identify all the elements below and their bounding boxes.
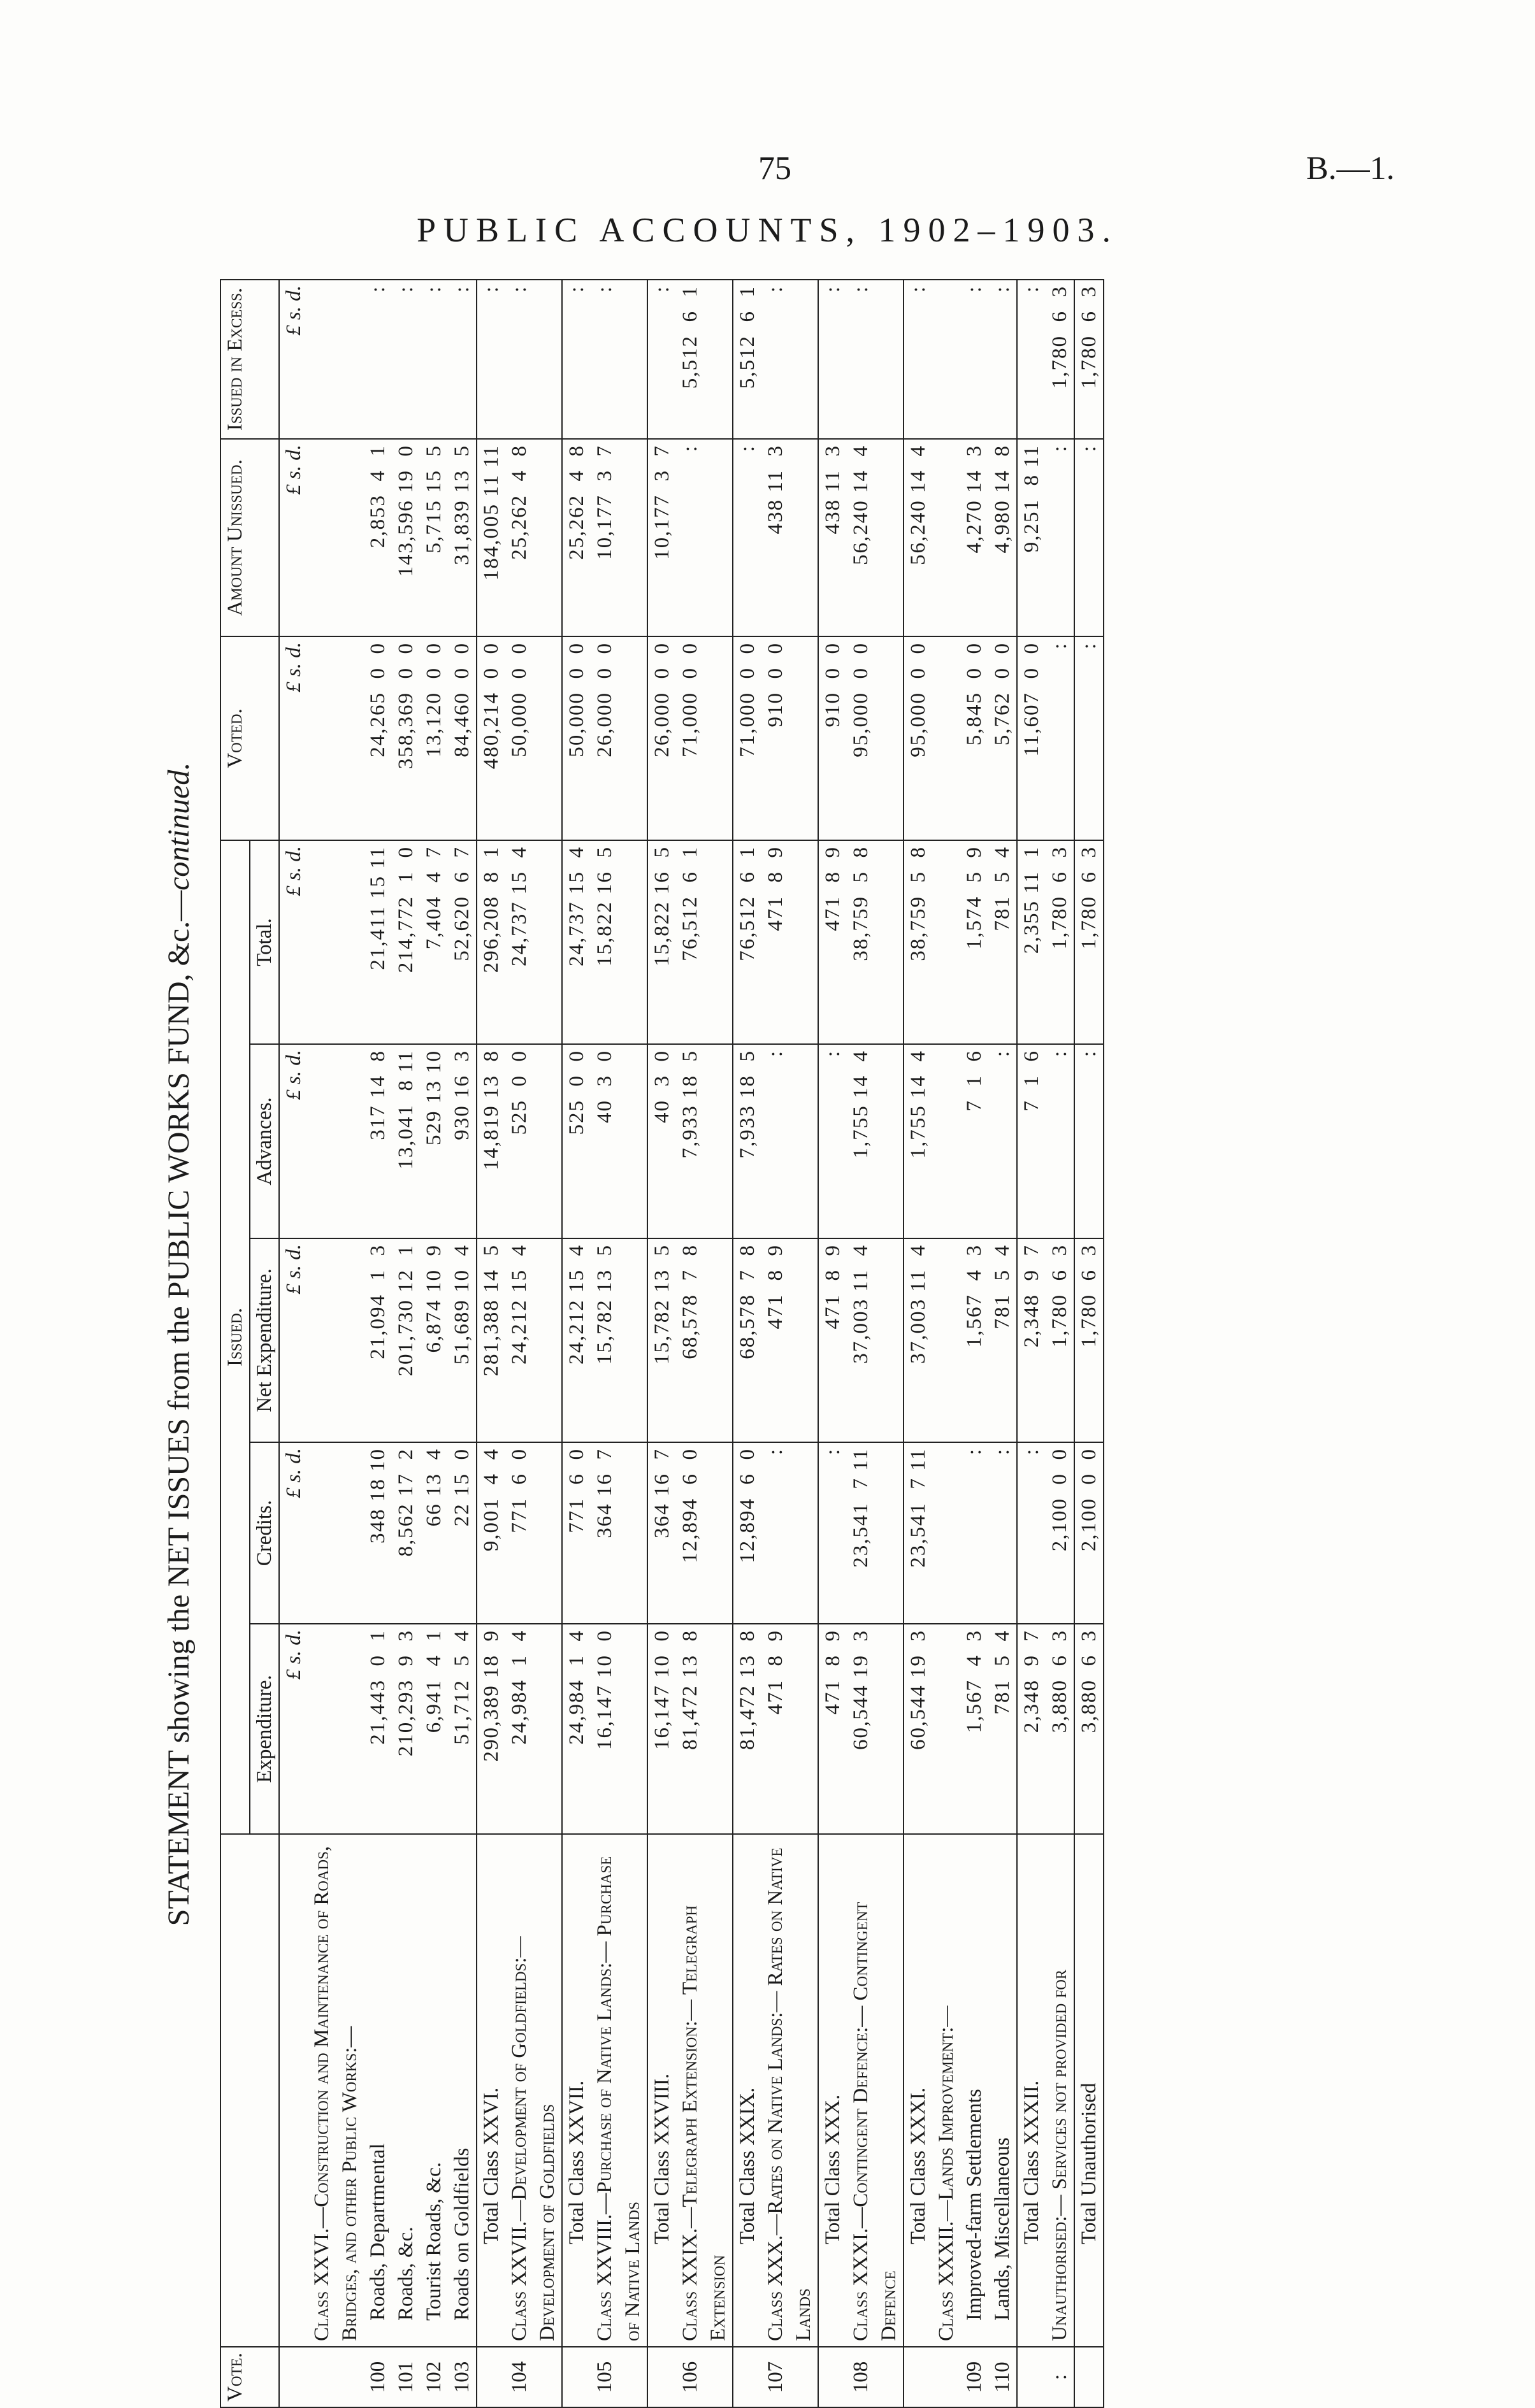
units-cell: £ s. d.	[279, 1238, 308, 1442]
amount-cell: 471 8 9	[818, 1238, 847, 1442]
total-row	[647, 280, 676, 2407]
amount-cell: :	[761, 1044, 818, 1238]
amount-cell: 1,780 6 3	[1074, 840, 1104, 1044]
amount-cell: 1,567 4 3	[960, 1238, 988, 1442]
amount-cell: 9,251 8 11	[1017, 439, 1046, 636]
amount-cell: 471 8 9	[761, 1238, 818, 1442]
page-number: 75	[758, 150, 791, 187]
amount-cell: 525 0 0	[505, 1044, 562, 1238]
class-row	[591, 280, 647, 2407]
amount-cell: :	[1074, 439, 1104, 636]
amount-cell: 37,003 11 4	[847, 1238, 904, 1442]
vote-number	[1017, 2347, 1046, 2407]
amount-cell: 21,443 0 1	[364, 1624, 392, 1834]
amount-cell: :	[448, 280, 477, 439]
amount-cell: 37,003 11 4	[904, 1238, 932, 1442]
amount-cell: 81,472 13 8	[676, 1624, 733, 1834]
amount-cell: :	[647, 280, 676, 439]
row-label: Roads, &c.	[392, 1834, 420, 2347]
amount-cell: 214,772 1 0	[392, 840, 420, 1044]
row-label: Total Class XXXI.	[904, 1834, 932, 2347]
amount-cell: 1,780 6 3	[1074, 280, 1104, 439]
amount-cell: 21,411 15 11	[364, 840, 392, 1044]
voted-header: Voted.	[220, 636, 279, 840]
amount-cell: 2,100 0 0	[1074, 1442, 1104, 1624]
total-row	[818, 280, 847, 2407]
amount-cell: 7,933 18 5	[733, 1044, 761, 1238]
amount-cell: 7 1 6	[960, 1044, 988, 1238]
vote-number: 102	[420, 2347, 448, 2407]
issued-header: Issued.	[220, 840, 250, 1834]
amount-cell: :	[676, 439, 733, 636]
units-cell: £ s. d.	[279, 1044, 308, 1238]
amount-cell: 1,780 6 3	[1046, 1238, 1074, 1442]
vote-number	[477, 2347, 505, 2407]
total-header: Total.	[250, 840, 279, 1044]
amount-cell	[308, 840, 364, 1044]
amount-cell: 95,000 0 0	[904, 636, 932, 840]
amount-cell: :	[1017, 1442, 1046, 1624]
amount-cell: 1,755 14 4	[904, 1044, 932, 1238]
amount-cell	[308, 636, 364, 840]
class-row	[1046, 280, 1074, 2407]
amount-cell: 12,894 6 0	[676, 1442, 733, 1624]
row-label: Total Class XXX.	[818, 1834, 847, 2347]
amount-cell: 51,689 10 4	[448, 1238, 477, 1442]
vote-number: 100	[364, 2347, 392, 2407]
row-label: Roads, Departmental	[364, 1834, 392, 2347]
amount-unissued-header: Amount Unissued.	[220, 439, 279, 636]
amount-cell	[308, 1238, 364, 1442]
amount-cell: 910 0 0	[818, 636, 847, 840]
amount-cell: 12,894 6 0	[733, 1442, 761, 1624]
vote-number: 104	[505, 2347, 562, 2407]
units-cell: £ s. d.	[279, 280, 308, 439]
amount-cell: 24,212 15 4	[505, 1238, 562, 1442]
amount-cell: 317 14 8	[364, 1044, 392, 1238]
amount-cell: 16,147 10 0	[591, 1624, 647, 1834]
row-label: Class XXXII.—Lands Improvement:—	[932, 1834, 960, 2347]
amount-cell: 40 3 0	[591, 1044, 647, 1238]
amount-cell: :	[1074, 1044, 1104, 1238]
amount-cell: 24,984 1 4	[505, 1624, 562, 1834]
amount-cell: 84,460 0 0	[448, 636, 477, 840]
amount-cell: 95,000 0 0	[847, 636, 904, 840]
units-cell: £ s. d.	[279, 840, 308, 1044]
amount-cell: 15,822 16 5	[591, 840, 647, 1044]
amount-cell: 24,265 0 0	[364, 636, 392, 840]
amount-cell: 16,147 10 0	[647, 1624, 676, 1834]
vote-number	[647, 2347, 676, 2407]
expenditure-header: Expenditure.	[250, 1624, 279, 1834]
row-label: Class XXX.—Rates on Native Lands:— Rates on Native Lands	[761, 1834, 818, 2347]
amount-cell: 364 16 7	[647, 1442, 676, 1624]
row-label: Class XXIX.—Telegraph Extension:— Telegraph Extension	[676, 1834, 733, 2347]
rotated-statement	[162, 280, 1354, 2408]
amount-cell	[308, 1442, 364, 1624]
vote-number: 110	[988, 2347, 1017, 2407]
amount-cell: 76,512 6 1	[733, 840, 761, 1044]
amount-cell: 143,596 19 0	[392, 439, 420, 636]
amount-cell: 3,880 6 3	[1046, 1624, 1074, 1834]
row-label: Improved-farm Settlements	[960, 1834, 988, 2347]
amount-cell: :	[761, 280, 818, 439]
amount-cell: 56,240 14 4	[847, 439, 904, 636]
row-label: Class XXXI.—Contingent Defence:— Contingent Defence	[847, 1834, 904, 2347]
document-code: B.—1.	[1306, 150, 1395, 187]
total-row	[1017, 280, 1046, 2407]
amount-cell: 2,355 11 1	[1017, 840, 1046, 1044]
amount-cell: 5,512 6 1	[733, 280, 761, 439]
amount-cell: 24,212 15 4	[562, 1238, 591, 1442]
amount-cell: 6,874 10 9	[420, 1238, 448, 1442]
amount-cell: 71,000 0 0	[676, 636, 733, 840]
amount-cell: :	[733, 439, 761, 636]
vote-number: 106	[676, 2347, 733, 2407]
table-row	[960, 280, 988, 2407]
amount-cell: 26,000 0 0	[591, 636, 647, 840]
amount-cell: :	[1074, 636, 1104, 840]
row-label: Total Unauthorised	[1074, 1834, 1104, 2347]
amount-cell: 25,262 4 8	[562, 439, 591, 636]
table-row	[420, 280, 448, 2407]
vote-number: 107	[761, 2347, 818, 2407]
amount-cell: 52,620 6 7	[448, 840, 477, 1044]
class-row	[847, 280, 904, 2407]
amount-cell	[932, 840, 960, 1044]
amount-cell: :	[1046, 636, 1074, 840]
amount-cell: :	[364, 280, 392, 439]
statement-title	[161, 280, 196, 2408]
amount-cell	[308, 1044, 364, 1238]
row-label: Total Class XXVIII.	[647, 1834, 676, 2347]
row-label: Total Class XXIX.	[733, 1834, 761, 2347]
amount-cell: :	[1046, 1044, 1074, 1238]
amount-cell: 290,389 18 9	[477, 1624, 505, 1834]
amount-cell: 81,472 13 8	[733, 1624, 761, 1834]
units-cell: £ s. d.	[279, 439, 308, 636]
amount-cell	[308, 280, 364, 439]
amount-cell: 24,737 15 4	[505, 840, 562, 1044]
vote-number	[733, 2347, 761, 2407]
amount-cell: :	[960, 280, 988, 439]
amount-cell: 10,177 3 7	[591, 439, 647, 636]
amount-cell: 50,000 0 0	[562, 636, 591, 840]
amount-cell: 3,880 6 3	[1074, 1624, 1104, 1834]
accounts-table	[220, 279, 1104, 2408]
vote-number	[932, 2347, 960, 2407]
amount-cell: 71,000 0 0	[733, 636, 761, 840]
amount-cell: 7,933 18 5	[676, 1044, 733, 1238]
total-row	[562, 280, 591, 2407]
amount-cell: 21,094 1 3	[364, 1238, 392, 1442]
amount-cell: 68,578 7 8	[733, 1238, 761, 1442]
amount-cell: 13,120 0 0	[420, 636, 448, 840]
vote-number	[308, 2347, 364, 2407]
amount-cell	[932, 1238, 960, 1442]
row-label: Roads on Goldfields	[448, 1834, 477, 2347]
amount-cell: 68,578 7 8	[676, 1238, 733, 1442]
vote-number	[818, 2347, 847, 2407]
amount-cell: 480,214 0 0	[477, 636, 505, 840]
total-row	[733, 280, 761, 2407]
table-row	[988, 280, 1017, 2407]
class-row	[932, 280, 960, 2407]
amount-cell: :	[761, 1442, 818, 1624]
amount-cell: :	[847, 280, 904, 439]
table-body	[279, 280, 1104, 2407]
units-cell: £ s. d.	[279, 1624, 308, 1834]
vote-number	[1074, 2347, 1104, 2407]
total-row	[1074, 280, 1104, 2407]
credits-header: Credits.	[250, 1442, 279, 1624]
amount-cell: 8,562 17 2	[392, 1442, 420, 1624]
amount-cell: :	[904, 280, 932, 439]
amount-cell: 4,980 14 8	[988, 439, 1017, 636]
amount-cell: 25,262 4 8	[505, 439, 562, 636]
vote-number	[562, 2347, 591, 2407]
row-label: Class XXVII.—Development of Goldfields:— Development of Goldfields	[505, 1834, 562, 2347]
amount-cell: 2,348 9 7	[1017, 1624, 1046, 1834]
amount-cell: 2,348 9 7	[1017, 1238, 1046, 1442]
units-cell: £ s. d.	[279, 636, 308, 840]
amount-cell: :	[988, 1442, 1017, 1624]
amount-cell: 15,822 16 5	[647, 840, 676, 1044]
amount-cell	[308, 439, 364, 636]
row-label: Class XXVIII.—Purchase of Native Lands:— Purchase of Native Lands	[591, 1834, 647, 2347]
amount-cell: 930 16 3	[448, 1044, 477, 1238]
amount-cell	[932, 1044, 960, 1238]
amount-cell: 5,762 0 0	[988, 636, 1017, 840]
row-label: Total Class XXVII.	[562, 1834, 591, 2347]
total-row	[904, 280, 932, 2407]
amount-cell	[932, 280, 960, 439]
amount-cell: 781 5 4	[988, 840, 1017, 1044]
amount-cell: :	[591, 280, 647, 439]
total-row	[477, 280, 505, 2407]
amount-cell: 1,780 6 3	[1074, 1238, 1104, 1442]
amount-cell	[932, 1442, 960, 1624]
vote-number: 103	[448, 2347, 477, 2407]
amount-cell: 1,755 14 4	[847, 1044, 904, 1238]
amount-cell: 201,730 12 1	[392, 1238, 420, 1442]
class-row	[761, 280, 818, 2407]
amount-cell: 4,270 14 3	[960, 439, 988, 636]
amount-cell: 281,388 14 5	[477, 1238, 505, 1442]
advances-header: Advances.	[250, 1044, 279, 1238]
amount-cell: :	[960, 1442, 988, 1624]
amount-cell: 22 15 0	[448, 1442, 477, 1624]
vote-number: 105	[591, 2347, 647, 2407]
statement-title-text: STATEMENT showing the NET ISSUES from the PUBLIC WORKS FUND, &c.—	[162, 890, 196, 1926]
amount-cell: 11,607 0 0	[1017, 636, 1046, 840]
amount-cell: 60,544 19 3	[904, 1624, 932, 1834]
description-header	[220, 1834, 279, 2347]
amount-cell: :	[420, 280, 448, 439]
amount-cell: 471 8 9	[761, 1624, 818, 1834]
table-row	[448, 280, 477, 2407]
amount-cell: 14,819 13 8	[477, 1044, 505, 1238]
amount-cell: 60,544 19 3	[847, 1624, 904, 1834]
amount-cell: 296,208 8 1	[477, 840, 505, 1044]
amount-cell: 24,737 15 4	[562, 840, 591, 1044]
amount-cell: 529 13 10	[420, 1044, 448, 1238]
units-cell: £ s. d.	[279, 1442, 308, 1624]
vote-number: 101	[392, 2347, 420, 2407]
amount-cell: 9,001 4 4	[477, 1442, 505, 1624]
row-label: Unauthorised:— Services not provided for	[1046, 1834, 1074, 2347]
amount-cell	[932, 636, 960, 840]
amount-cell: 7 1 6	[1017, 1044, 1046, 1238]
amount-cell: 184,005 11 11	[477, 439, 505, 636]
statement-continued: continued.	[162, 762, 196, 891]
amount-cell: :	[1017, 280, 1046, 439]
amount-cell: 23,541 7 11	[904, 1442, 932, 1624]
amount-cell: 910 0 0	[761, 636, 818, 840]
vote-number: 109	[960, 2347, 988, 2407]
amount-cell: 15,782 13 5	[591, 1238, 647, 1442]
vote-number: 108	[847, 2347, 904, 2407]
amount-cell: 76,512 6 1	[676, 840, 733, 1044]
class-row	[505, 280, 562, 2407]
amount-cell: 38,759 5 8	[904, 840, 932, 1044]
amount-cell: 26,000 0 0	[647, 636, 676, 840]
table-row	[392, 280, 420, 2407]
amount-cell: 210,293 9 3	[392, 1624, 420, 1834]
net-expenditure-header: Net Expenditure.	[250, 1238, 279, 1442]
amount-cell: :	[818, 1442, 847, 1624]
row-label: Total Class XXXII.	[1017, 1834, 1046, 2347]
amount-cell: :	[988, 280, 1017, 439]
amount-cell: 1,574 5 9	[960, 840, 988, 1044]
issued-in-excess-header: Issued in Excess.	[220, 280, 279, 439]
amount-cell: :	[1046, 439, 1074, 636]
amount-cell: 38,759 5 8	[847, 840, 904, 1044]
amount-cell: 24,984 1 4	[562, 1624, 591, 1834]
amount-cell: 1,567 4 3	[960, 1624, 988, 1834]
row-label: Tourist Roads, &c.	[420, 1834, 448, 2347]
amount-cell: 6,941 4 1	[420, 1624, 448, 1834]
amount-cell: 438 11 3	[761, 439, 818, 636]
amount-cell: 7,404 4 7	[420, 840, 448, 1044]
amount-cell: 66 13 4	[420, 1442, 448, 1624]
amount-cell: 364 16 7	[591, 1442, 647, 1624]
amount-cell: 525 0 0	[562, 1044, 591, 1238]
amount-cell: 1,780 6 3	[1046, 840, 1074, 1044]
amount-cell: 15,782 13 5	[647, 1238, 676, 1442]
amount-cell: 1,780 6 3	[1046, 280, 1074, 439]
amount-cell: 358,369 0 0	[392, 636, 420, 840]
table-row	[364, 280, 392, 2407]
amount-cell: :	[988, 1044, 1017, 1238]
amount-cell: 50,000 0 0	[505, 636, 562, 840]
amount-cell: 471 8 9	[761, 840, 818, 1044]
amount-cell: 5,512 6 1	[676, 280, 733, 439]
amount-cell: 40 3 0	[647, 1044, 676, 1238]
amount-cell	[932, 439, 960, 636]
amount-cell: 348 18 10	[364, 1442, 392, 1624]
amount-cell: 781 5 4	[988, 1624, 1017, 1834]
vote-number: :	[1046, 2347, 1074, 2407]
amount-cell: 5,845 0 0	[960, 636, 988, 840]
amount-cell: 771 6 0	[562, 1442, 591, 1624]
amount-cell: :	[505, 280, 562, 439]
class-row	[676, 280, 733, 2407]
vote-header: Vote.	[220, 2347, 279, 2407]
amount-cell	[932, 1624, 960, 1834]
amount-cell: :	[562, 280, 591, 439]
amount-cell: 51,712 5 4	[448, 1624, 477, 1834]
amount-cell: 56,240 14 4	[904, 439, 932, 636]
amount-cell: :	[477, 280, 505, 439]
main-title: PUBLIC ACCOUNTS, 1902–1903.	[416, 211, 1119, 249]
amount-cell: 2,100 0 0	[1046, 1442, 1074, 1624]
amount-cell: 471 8 9	[818, 840, 847, 1044]
amount-cell: 438 11 3	[818, 439, 847, 636]
amount-cell: 13,041 8 11	[392, 1044, 420, 1238]
row-label: Class XXVI.—Construction and Maintenance of Roads, Bridges, and other Public Works:—	[308, 1834, 364, 2347]
class-row	[308, 280, 364, 2407]
amount-cell: 771 6 0	[505, 1442, 562, 1624]
amount-cell: 31,839 13 5	[448, 439, 477, 636]
amount-cell: 2,853 4 1	[364, 439, 392, 636]
amount-cell: :	[818, 1044, 847, 1238]
amount-cell: 10,177 3 7	[647, 439, 676, 636]
amount-cell: :	[818, 280, 847, 439]
units-row	[279, 280, 308, 2407]
amount-cell: 471 8 9	[818, 1624, 847, 1834]
row-label: Lands, Miscellaneous	[988, 1834, 1017, 2347]
amount-cell: 781 5 4	[988, 1238, 1017, 1442]
row-label: Total Class XXVI.	[477, 1834, 505, 2347]
amount-cell: 5,715 15 5	[420, 439, 448, 636]
amount-cell: :	[392, 280, 420, 439]
amount-cell	[308, 1624, 364, 1834]
vote-number	[904, 2347, 932, 2407]
amount-cell: 23,541 7 11	[847, 1442, 904, 1624]
